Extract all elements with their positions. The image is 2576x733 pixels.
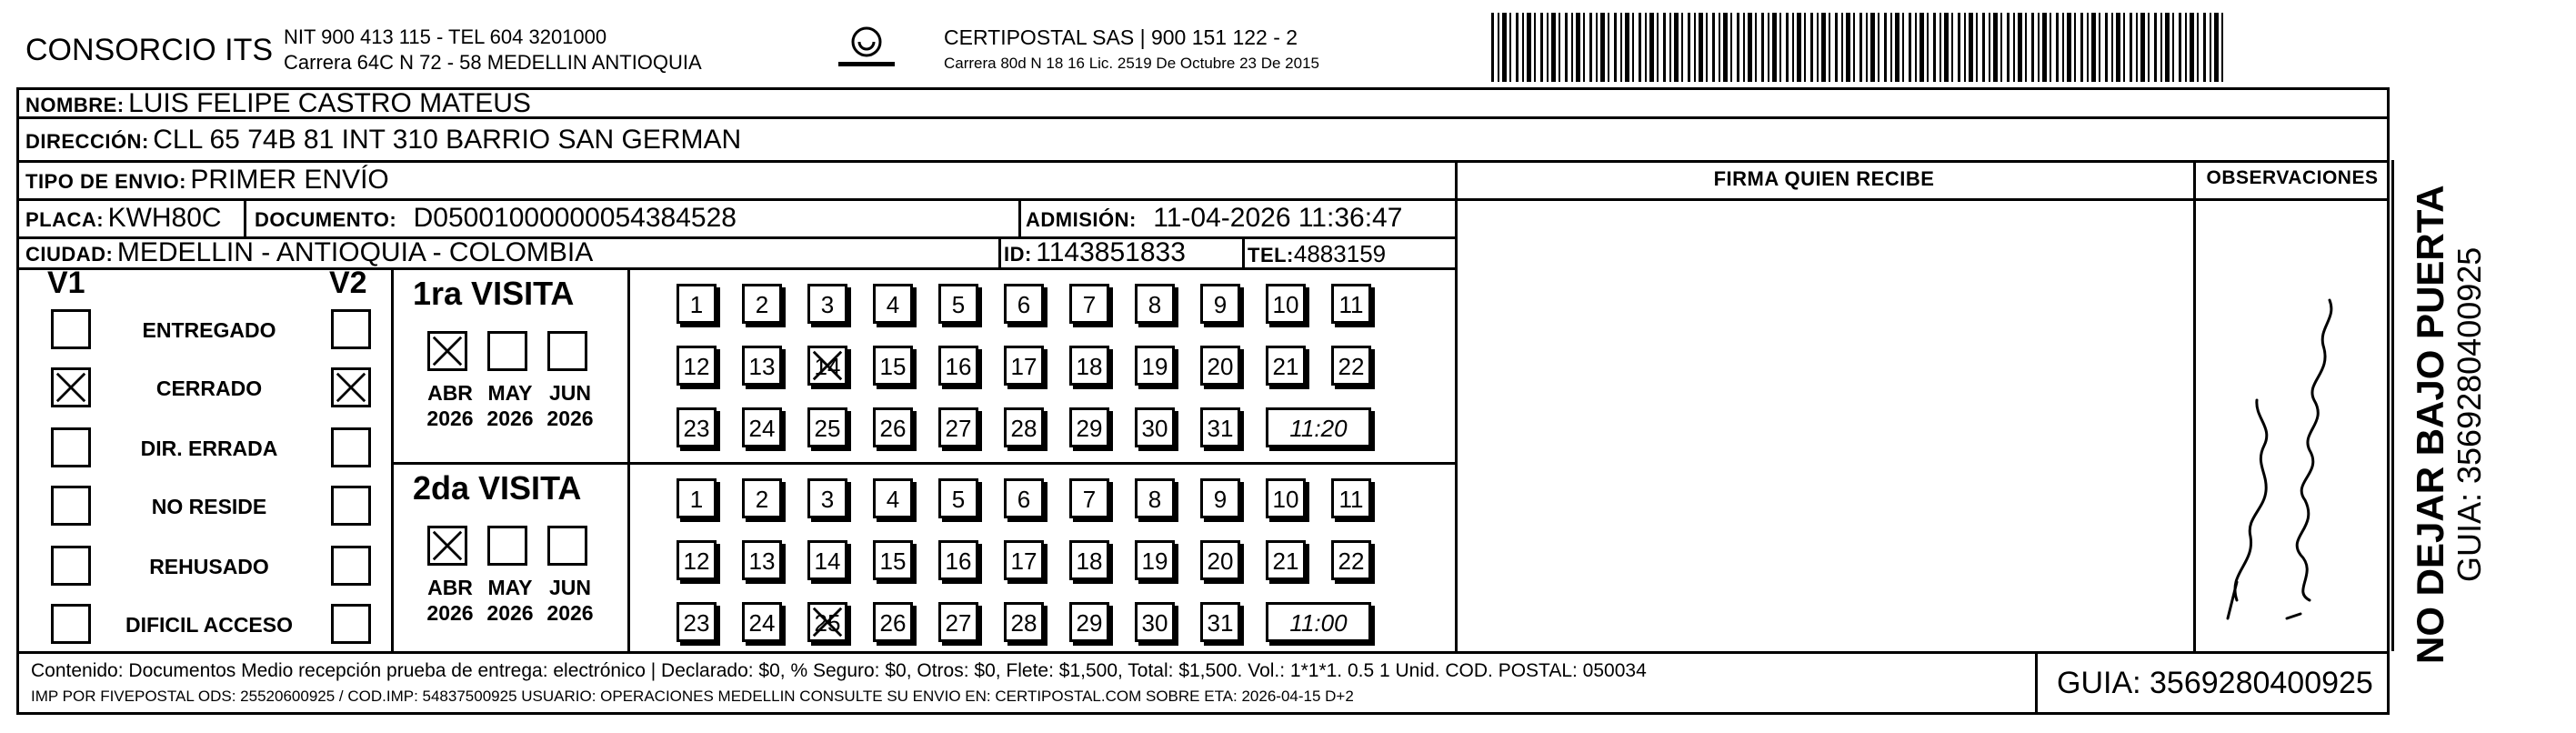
visit2-day[interactable]: 31 [1200,602,1240,642]
v1-checkbox[interactable] [51,486,91,526]
visit2-day[interactable]: 3 [807,478,847,518]
v1-checkbox[interactable] [51,604,91,644]
v2-checkbox[interactable] [331,427,371,467]
visit1-day[interactable]: 23 [677,407,717,447]
admision-label: ADMISIÓN: [1026,208,1137,231]
visit2-day[interactable]: 2 [742,478,782,518]
visit2-day[interactable]: 20 [1200,540,1240,580]
visit1-day[interactable]: 21 [1266,346,1306,386]
v1-label: V1 [47,266,85,300]
visit1-day[interactable]: 5 [938,284,978,324]
status-label: REHUSADO [149,555,269,578]
visit1-day[interactable]: 20 [1200,346,1240,386]
visit2-month-label: ABR 2026 [426,576,474,625]
visit2-day[interactable]: 27 [938,602,978,642]
visit1-day[interactable]: 1 [677,284,717,324]
visit2-title: 2da VISITA [413,469,582,507]
visit2-day[interactable]: 21 [1266,540,1306,580]
visit1-title: 1ra VISITA [413,275,575,312]
status-label: ENTREGADO [142,318,276,342]
visit2-day[interactable]: 29 [1069,602,1109,642]
ciudad-value: MEDELLIN - ANTIOQUIA - COLOMBIA [116,237,594,267]
observaciones-header: OBSERVACIONES [2206,167,2379,188]
visit1-month-label: ABR 2026 [426,381,474,430]
footer-guia: GUIA: 3569280400925 [2057,666,2373,700]
tipo-value: PRIMER ENVÍO [190,165,389,195]
courier-license: Carrera 80d N 18 16 Lic. 2519 De Octubre 23 De 2015 [944,55,1319,72]
visit1-day[interactable]: 28 [1004,407,1044,447]
visit1-day[interactable]: 14 [807,346,847,386]
visit2-day[interactable]: 24 [742,602,782,642]
barcode [1491,13,2228,82]
footer-contenido: Contenido: Documentos Medio recepción prueba de entrega: electrónico | Declarado: $0, % Seguro: $0, Otros: $0, Flete: $1,500, Total: $1,500. Vol.: 1*1*1. 0.5 1 Unid. COD. POSTAL: 050034 [31,660,1647,681]
v2-checkbox[interactable] [331,367,371,407]
v2-label: V2 [329,266,367,300]
visit2-day[interactable]: 17 [1004,540,1044,580]
visit2-day[interactable]: 16 [938,540,978,580]
visit2-month-label: JUN 2026 [546,576,594,625]
company-nit: NIT 900 413 115 - TEL 604 3201000 [284,25,607,48]
visit1-day[interactable]: 7 [1069,284,1109,324]
visit2-day[interactable]: 19 [1135,540,1175,580]
visit2-day[interactable]: 6 [1004,478,1044,518]
visit1-day[interactable]: 2 [742,284,782,324]
company-name: CONSORCIO ITS [25,33,274,67]
tipo-row [25,162,389,203]
observations-handwriting [2200,255,2382,637]
firma-header: FIRMA QUIEN RECIBE [1713,167,1935,190]
placa-cell [25,200,222,241]
visit1-day[interactable]: 16 [938,346,978,386]
visit1-day[interactable]: 31 [1200,407,1240,447]
visit2-month-checkbox[interactable] [427,526,467,566]
visit1-day[interactable]: 18 [1069,346,1109,386]
nombre-label: NOMBRE: [25,94,125,116]
visit1-day[interactable]: 12 [677,346,717,386]
v1-checkbox[interactable] [51,367,91,407]
visit2-month-checkbox[interactable] [487,526,527,566]
placa-value: KWH80C [107,203,222,233]
visit1-day[interactable]: 4 [873,284,913,324]
tel-value: 4883159 [1293,240,1387,267]
v2-checkbox[interactable] [331,486,371,526]
visit2-day[interactable]: 11 [1331,478,1371,518]
id-value: 1143851833 [1036,237,1186,267]
visit1-day[interactable]: 6 [1004,284,1044,324]
direccion-value: CLL 65 74B 81 INT 310 BARRIO SAN GERMAN [153,125,742,155]
visit2-day[interactable]: 15 [873,540,913,580]
visit2-day[interactable]: 28 [1004,602,1044,642]
documento-value: D05001000000054384528 [413,203,737,233]
visit2-day[interactable]: 26 [873,602,913,642]
courier-name: CERTIPOSTAL SAS | 900 151 122 - 2 [944,25,1298,49]
visit1-day[interactable]: 15 [873,346,913,386]
visit2-day[interactable]: 25 [807,602,847,642]
visit1-month-label: MAY 2026 [486,381,534,430]
visit2-day[interactable]: 7 [1069,478,1109,518]
tel-cell [1248,238,1386,274]
visit2-day[interactable]: 4 [873,478,913,518]
visit2-day[interactable]: 13 [742,540,782,580]
v2-checkbox[interactable] [331,546,371,586]
status-label: CERRADO [155,377,263,400]
visit2-day[interactable]: 5 [938,478,978,518]
visit2-month-label: MAY 2026 [486,576,534,625]
visit1-day[interactable]: 27 [938,407,978,447]
visit1-day[interactable]: 9 [1200,284,1240,324]
admision-value: 11-04-2026 11:36:47 [1153,203,1403,233]
visit1-month-checkbox[interactable] [487,331,527,371]
v1-checkbox[interactable] [51,309,91,349]
visit1-day[interactable]: 26 [873,407,913,447]
visit2-day[interactable]: 12 [677,540,717,580]
certipostal-logo [835,24,898,75]
visit2-day[interactable]: 18 [1069,540,1109,580]
visit2-time-box[interactable]: 11:00 [1266,602,1371,642]
visit1-day[interactable]: 19 [1135,346,1175,386]
visit1-day[interactable]: 10 [1266,284,1306,324]
visit2-day[interactable]: 30 [1135,602,1175,642]
side-no-dejar: NO DEJAR BAJO PUERTA [2409,185,2451,664]
ciudad-label: CIUDAD: [25,243,114,266]
v2-checkbox[interactable] [331,309,371,349]
visit1-month-label: JUN 2026 [546,381,594,430]
documento-label: DOCUMENTO: [255,208,397,231]
visit1-day[interactable]: 13 [742,346,782,386]
visit1-day[interactable]: 29 [1069,407,1109,447]
visit2-month-checkbox[interactable] [547,526,587,566]
id-label: ID: [1004,243,1032,266]
nombre-row [25,87,531,116]
visit1-day[interactable]: 17 [1004,346,1044,386]
side-guia: GUIA: 3569280400925 [2451,246,2488,582]
visit1-month-checkbox[interactable] [427,331,467,371]
observations-text: N negro Lado dos pisos [2200,255,2210,256]
visit2-day[interactable]: 9 [1200,478,1240,518]
direccion-row [25,122,741,163]
visit2-day[interactable]: 1 [677,478,717,518]
footer-imp: IMP POR FIVEPOSTAL ODS: 25520600925 / COD.IMP: 54837500925 USUARIO: OPERACIONES MEDELLIN CONSULTE SU ENVIO EN: CERTIPOSTAL.COM SOBRE ETA: 2026-04-15 D+2 [31,688,1354,705]
visit1-day[interactable]: 30 [1135,407,1175,447]
visit2-day[interactable]: 23 [677,602,717,642]
admision-cell [1026,200,1402,241]
visit1-day[interactable]: 22 [1331,346,1371,386]
visit1-day[interactable]: 24 [742,407,782,447]
visit2-day[interactable]: 8 [1135,478,1175,518]
visit1-time-box[interactable]: 11:20 [1266,407,1371,447]
visit1-day[interactable]: 8 [1135,284,1175,324]
ciudad-cell [25,236,593,274]
visit1-day[interactable]: 25 [807,407,847,447]
visit1-day[interactable]: 11 [1331,284,1371,324]
visit1-month-checkbox[interactable] [547,331,587,371]
status-label: DIR. ERRADA [140,437,278,460]
id-cell [1004,236,1186,274]
v2-checkbox[interactable] [331,604,371,644]
v1-checkbox[interactable] [51,546,91,586]
v1-checkbox[interactable] [51,427,91,467]
placa-label: PLACA: [25,208,105,231]
documento-cell [255,200,737,241]
side-text [2410,27,2537,664]
direccion-label: DIRECCIÓN: [25,130,149,153]
nombre-value: LUIS FELIPE CASTRO MATEUS [128,88,531,118]
visit2-day[interactable]: 22 [1331,540,1371,580]
company-address: Carrera 64C N 72 - 58 MEDELLIN ANTIOQUIA [284,51,702,74]
tel-label: TEL: [1248,244,1294,266]
status-label: DIFICIL ACCESO [125,613,293,637]
visit2-day[interactable]: 10 [1266,478,1306,518]
visit1-day[interactable]: 3 [807,284,847,324]
visit2-day[interactable]: 14 [807,540,847,580]
status-label: NO RESIDE [151,495,267,518]
tipo-label: TIPO DE ENVIO: [25,170,186,193]
